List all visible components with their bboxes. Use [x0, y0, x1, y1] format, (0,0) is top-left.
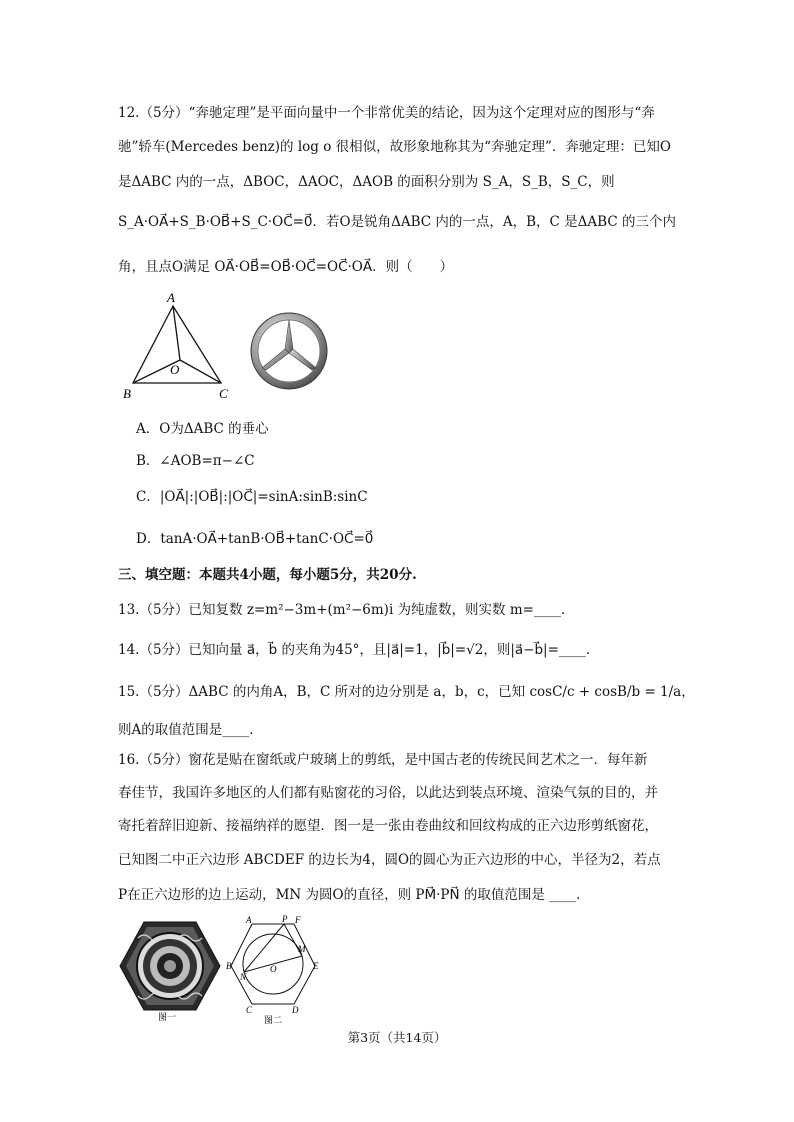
paper-cut-window-flower-figure — [118, 918, 223, 1023]
q16-line-5: P在正六边形的边上运动，MN 为圆O的直径，则 PM⃗·PN⃗ 的取值范围是 ____． — [118, 887, 590, 903]
label-a: A — [167, 290, 175, 305]
fig2-label-f: F — [295, 915, 301, 925]
segment-oa — [173, 306, 180, 360]
option-a: A．O为ΔABC 的垂心 — [136, 421, 269, 437]
label-c: C — [219, 386, 228, 401]
fig2-label-o: O — [270, 964, 277, 974]
q16-line-1: 16.（5分）窗花是贴在窗纸或户玻璃上的剪纸，是中国古老的传统民间艺术之一．每年新 — [118, 752, 648, 768]
q16-line-3: 寄托着辞旧迎新、接福纳祥的愿望．图一是一张由卷曲纹和回纹构成的正六边形剪纸窗花， — [118, 818, 658, 834]
option-d: D．tanA·OA⃗+tanB·OB⃗+tanC·OC⃗=0⃗ — [136, 531, 374, 547]
hexagon-circle-figure — [226, 914, 326, 1026]
q14: 14.（5分）已知向量 a⃗，b⃗ 的夹角为45°，且|a⃗|=1，|b⃗|=√2，则|a⃗−b⃗|=____． — [118, 642, 600, 658]
fig2-label-e: E — [313, 961, 319, 971]
label-b: B — [123, 386, 131, 401]
q12-line-4: S_A·OA⃗+S_B·OB⃗+S_C·OC⃗=0⃗．若O是锐角ΔABC 内的一点，A，B，C 是ΔABC 的三个内 — [118, 214, 676, 230]
fig2-label-a: A — [246, 915, 252, 925]
q16-line-4: 已知图二中正六边形 ABCDEF 的边长为4，圆O的圆心为正六边形的中心，半径为2，若点 — [118, 852, 661, 868]
option-b: B．∠AOB=π−∠C — [136, 453, 255, 469]
fig2-label-b: B — [226, 961, 232, 971]
fig1-caption: 图一 — [158, 1012, 177, 1022]
page-footer: 第3页（共14页） — [347, 1030, 447, 1045]
q12-line-3: 是ΔABC 内的一点，ΔBOC，ΔAOC，ΔAOB 的面积分别为 S_A，S_B，S_C，则 — [118, 174, 615, 190]
fig2-label-p: P — [282, 914, 288, 924]
q15-line-1: 15.（5分）ΔABC 的内角A，B，C 所对的边分别是 a，b，c，已知 cosC/c + cosB/b = 1/a， — [118, 684, 695, 700]
q12-line-1: 12.（5分）“奔驰定理”是平面向量中一个非常优美的结论，因为这个定理对应的图形与“奔 — [118, 105, 655, 121]
fig2-label-d: D — [292, 1005, 299, 1015]
option-c: C．|OA⃗|:|OB⃗|:|OC⃗|=sinA:sinB:sinC — [136, 489, 368, 505]
fig2-label-n: N — [240, 972, 247, 982]
q12-line-5: 角，且点O满足 OA⃗·OB⃗=OB⃗·OC⃗=OC⃗·OA⃗．则（ ） — [118, 259, 454, 275]
triangle-figure — [118, 288, 238, 403]
mercedes-logo-icon — [248, 310, 330, 392]
fig2-label-c: C — [246, 1005, 253, 1015]
segment-oc — [180, 360, 221, 383]
q16-line-2: 春佳节，我国许多地区的人们都有贴窗花的习俗，以此达到装点环境、渲染气氛的目的，并 — [118, 785, 658, 801]
q13: 13.（5分）已知复数 z=m²−3m+(m²−6m)i 为纯虚数，则实数 m=____． — [118, 602, 575, 618]
fig2-label-m: M — [298, 944, 306, 954]
q15-line-2: 则A的取值范围是____． — [118, 722, 263, 738]
label-o: O — [170, 362, 180, 377]
section-3-heading: 三、填空题：本题共4小题，每小题5分，共20分. — [118, 567, 417, 583]
q12-line-2: 驰”轿车(Mercedes benz)的 log o 很相似，故形象地称其为“奔驰定理”．奔驰定理：已知O — [118, 139, 671, 155]
fig2-caption: 图二 — [264, 1015, 283, 1025]
